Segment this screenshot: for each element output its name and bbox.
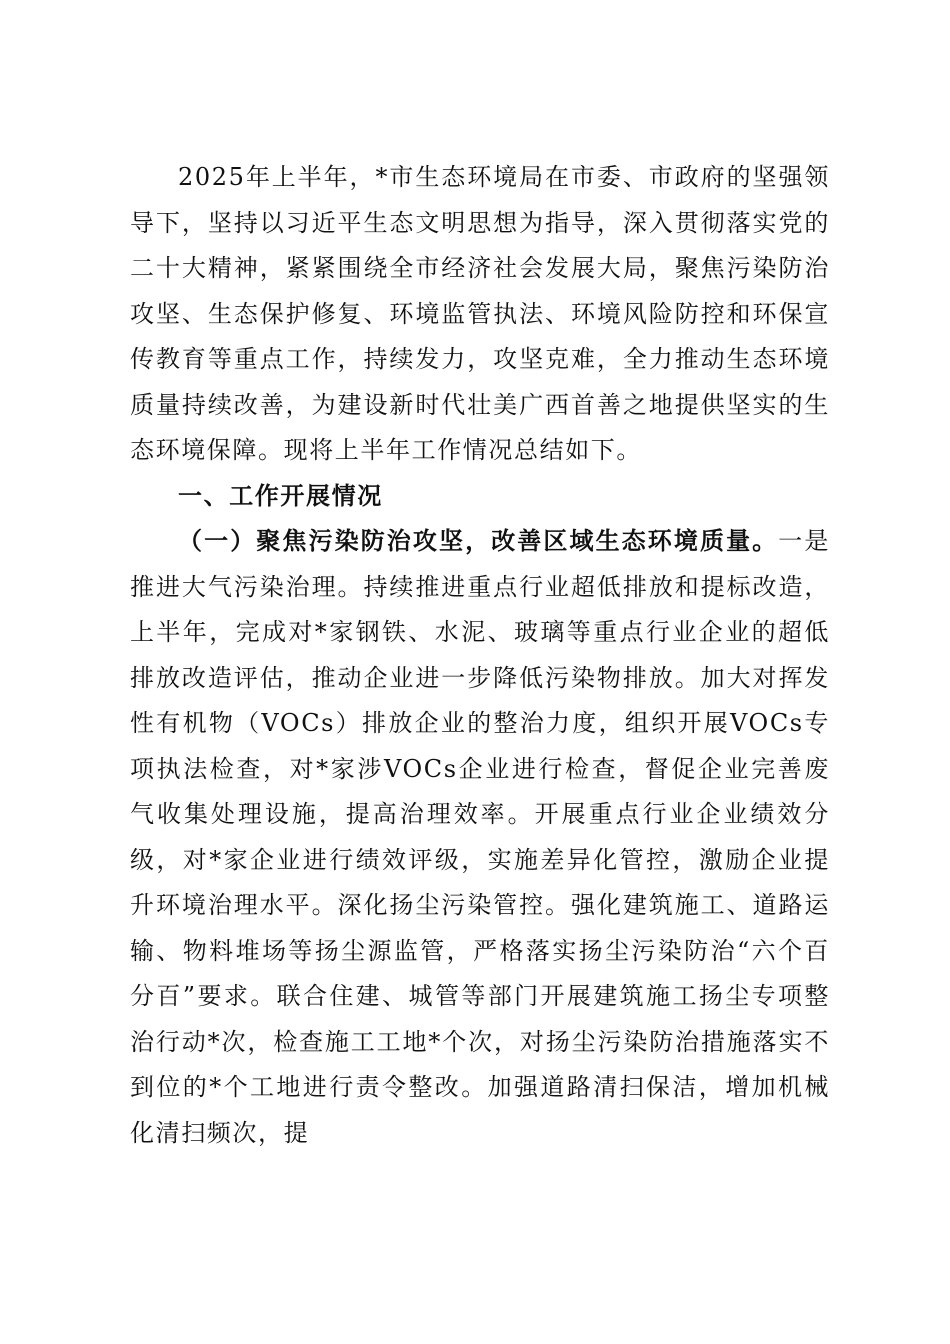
intro-paragraph: 2025年上半年，*市生态环境局在市委、市政府的坚强领导下，坚持以习近平生态文明思想为指导，深入贯彻落实党的二十大精神，紧紧围绕全市经济社会发展大局，聚焦污染防治攻坚、生态保护修复、环境监管执法、环境风险防控和环保宣传教育等重点工作，持续发力，攻坚克难，全力推动生态环境质量持续改善，为建设新时代壮美广西首善之地提供坚实的生态环境保障。现将上半年工作情况总结如下。 [130, 163, 830, 464]
subsection-body-pollution-control: 一是推进大气污染治理。持续推进重点行业超低排放和提标改造，上半年，完成对*家钢铁、水泥、玻璃等重点行业企业的超低排放改造评估，推动企业进一步降低污染物排放。加大对挥发性有机物（VOCs）排放企业的整治力度，组织开展VOCs专项执法检查，对*家涉VOCs企业进行检查，督促企业完善废气收集处理设施，提高治理效率。开展重点行业企业绩效分级，对*家企业进行绩效评级，实施差异化管控，激励企业提升环境治理水平。深化扬尘污染管控。强化建筑施工、道路运输、物料堆场等扬尘源监管，严格落实扬尘污染防治“六个百分百”要求。联合住建、城管等部门开展建筑施工扬尘专项整治行动*次，检查施工工地*个次，对扬尘污染防治措施落实不到位的*个工地进行责令整改。加强道路清扫保洁，增加机械化清扫频次，提 [130, 527, 830, 1147]
subsection-heading-pollution-control: （一）聚焦污染防治攻坚，改善区域生态环境质量。 [178, 527, 779, 555]
section-heading-work-progress: 一、工作开展情况 [178, 481, 383, 510]
subsection-paragraph-pollution-control [130, 519, 830, 1156]
document-body [130, 155, 830, 1156]
